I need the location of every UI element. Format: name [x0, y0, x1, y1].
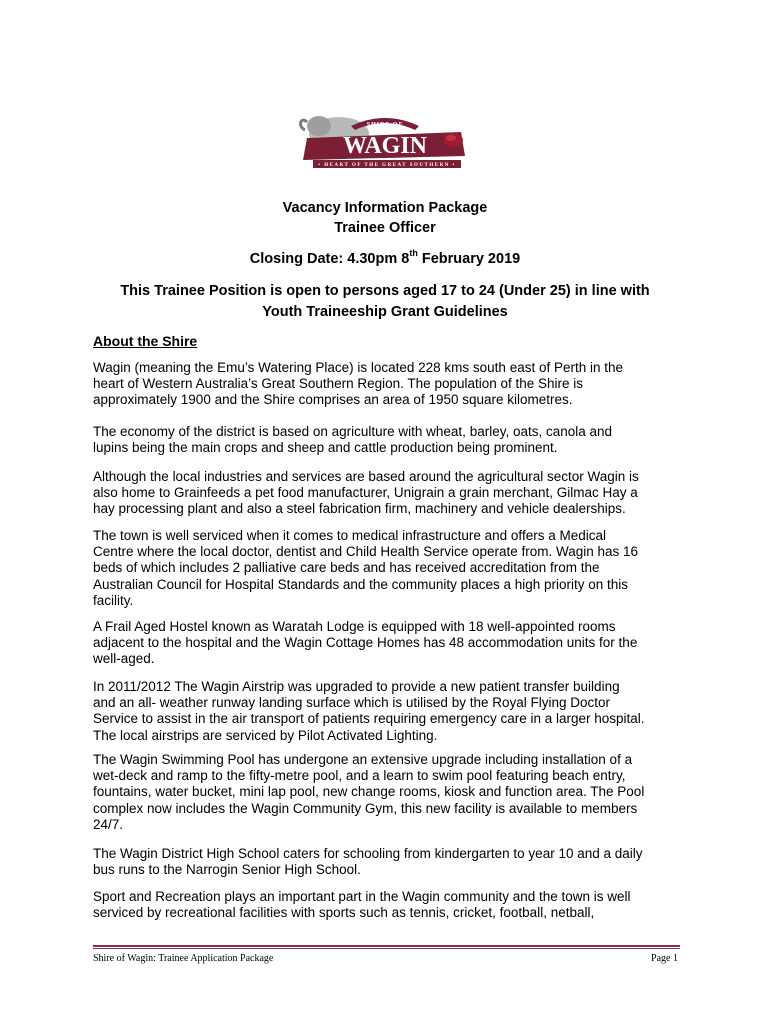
title-line1: Vacancy Information Package	[282, 200, 488, 216]
text-line: lupins being the main crops and sheep and cattle production being prominent.	[93, 440, 558, 456]
text-line: The Wagin Swimming Pool has undergone an extensive upgrade including installation of a	[93, 752, 633, 767]
flower-highlight	[446, 135, 456, 141]
text-line: fountains, water bucket, mini lap pool, new change rooms, kiosk and function area. The Pool	[93, 784, 645, 800]
text-line: also home to Grainfeeds a pet food manufacturer, Unigrain a grain merchant, Gilmac Hay a	[93, 485, 638, 501]
text-line: approximately 1900 and the Shire comprises an area of 1950 square kilometres.	[93, 392, 573, 408]
footer-document-title: Shire of Wagin: Trainee Application Package	[93, 953, 274, 964]
text-line: The local airstrips are serviced by Pilot Activated Lighting.	[93, 727, 438, 743]
logo-tagline: • HEART OF THE GREAT SOUTHERN •	[318, 163, 456, 168]
paragraph-pool	[93, 752, 683, 833]
eligibility-line1: This Trainee Position is open to persons aged 17 to 24 (Under 25) in line with	[120, 283, 650, 299]
logo-top-text: SHIRE OF	[366, 122, 404, 128]
footer-page-number: Page 1	[651, 953, 678, 964]
text-line: The town is well serviced when it comes to medical infrastructure and offers a Medical	[93, 528, 606, 543]
text-line: adjacent to the hospital and the Wagin Cottage Homes has 48 accommodation units for the	[93, 635, 638, 651]
text-line: beds of which includes 2 palliative care beds and has received accreditation from the	[93, 560, 600, 576]
footer-divider-thin	[93, 948, 680, 949]
paragraph-industries	[93, 469, 683, 518]
eligibility-line2: Youth Traineeship Grant Guidelines	[262, 304, 508, 320]
text-line: serviced by recreational facilities with sports such as tennis, cricket, football, netball,	[93, 905, 595, 921]
eligibility-notice	[0, 281, 770, 323]
sheep-head	[307, 116, 331, 136]
text-line: and an all- weather runway landing surface which is utilised by the Royal Flying Doctor	[93, 695, 611, 711]
paragraph-school	[93, 846, 683, 878]
text-line: well-aged.	[93, 651, 155, 667]
text-line: In 2011/2012 The Wagin Airstrip was upgraded to provide a new patient transfer building	[93, 679, 620, 694]
text-line: 24/7.	[93, 816, 124, 832]
paragraph-location	[93, 360, 683, 409]
logo-name: WAGIN	[342, 133, 428, 159]
text-line: Service to assist in the air transport of patients requiring emergency care in a larger hospital.	[93, 711, 645, 727]
text-line: wet-deck and ramp to the fifty-metre pool, and a learn to swim pool featuring beach entry,	[93, 768, 626, 784]
text-line: The Wagin District High School caters for schooling from kindergarten to year 10 and a daily	[93, 846, 643, 861]
text-line: Sport and Recreation plays an important part in the Wagin community and the town is well	[93, 889, 631, 904]
text-line: The economy of the district is based on agriculture with wheat, barley, oats, canola and	[93, 424, 613, 439]
text-line: Wagin (meaning the Emu’s Watering Place) is located 228 kms south east of Perth in the	[93, 360, 624, 375]
text-line: bus runs to the Narrogin Senior High School.	[93, 862, 361, 878]
text-line: hay processing plant and also a steel fabrication firm, machinery and vehicle dealerships.	[93, 501, 626, 517]
footer-divider	[93, 945, 680, 947]
paragraph-aged-care	[93, 619, 683, 668]
closing-date	[0, 249, 770, 269]
title-line2: Trainee Officer	[334, 220, 436, 236]
text-line: facility.	[93, 592, 134, 608]
paragraph-airstrip	[93, 679, 683, 744]
text-line: heart of Western Australia’s Great Southern Region. The population of the Shire is	[93, 376, 584, 392]
text-line: complex now includes the Wagin Community Gym, this new facility is available to members	[93, 800, 638, 816]
closing-superscript: th	[409, 248, 418, 259]
text-line: Although the local industries and services are based around the agricultural sector Wagin is	[93, 469, 639, 484]
text-line: A Frail Aged Hostel known as Waratah Lodge is equipped with 18 well-appointed rooms	[93, 619, 616, 634]
closing-suffix: February 2019	[417, 251, 521, 267]
text-line: Australian Council for Hospital Standards and the community places a high priority on this	[93, 576, 629, 592]
shire-of-wagin-logo	[293, 112, 475, 170]
text-line: Centre where the local doctor, dentist and Child Health Service operate from. Wagin has 16	[93, 544, 639, 560]
paragraph-medical	[93, 528, 683, 609]
closing-prefix: Closing Date: 4.30pm 8	[249, 251, 410, 267]
ram-horn	[301, 120, 307, 130]
paragraph-economy	[93, 424, 683, 456]
section-heading: About the Shire	[93, 333, 198, 349]
paragraph-sport	[93, 889, 683, 921]
